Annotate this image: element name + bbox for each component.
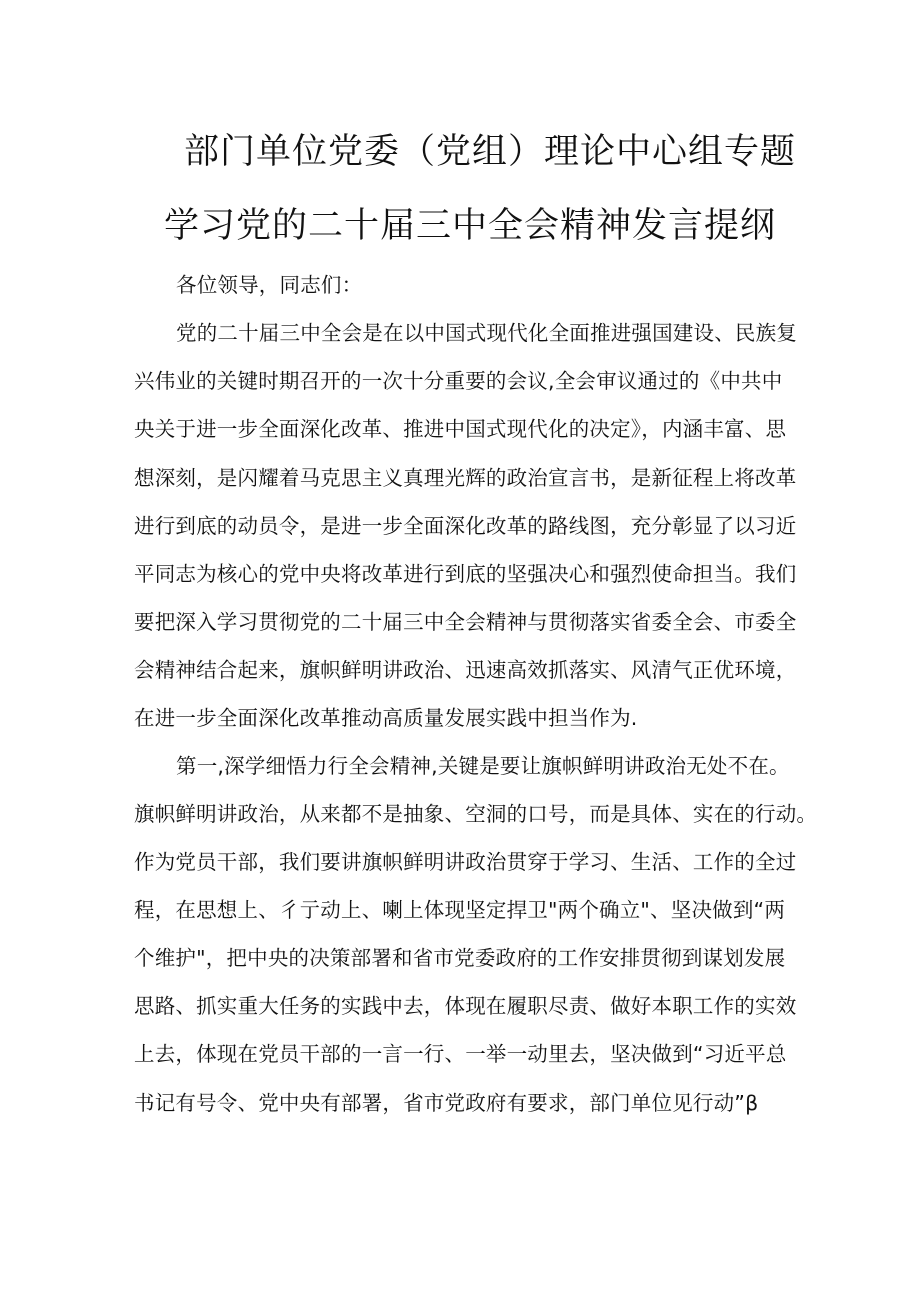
paragraph2-line: 程，在思想上、彳亍动上、喇上体现坚定捍卫"两个确立"、坚决做到“两 bbox=[134, 898, 786, 922]
greeting: 各位领导，同志们： bbox=[176, 273, 363, 297]
paragraph1-line: 兴伟业的关键时期召开的一次十分重要的会议,全会审议通过的《中共中 bbox=[134, 369, 783, 393]
paragraph2-line: 第一,深学细悟力行全会精神,关键是要让旗帜鲜明讲政治无处不在。 bbox=[176, 754, 790, 778]
paragraph2-line: 旗帜鲜明讲政治，从来都不是抽象、空洞的口号，而是具体、实在的行动。 bbox=[134, 802, 818, 826]
document-title-line-1: 部门单位党委（党组）理论中心组专题 bbox=[184, 132, 797, 172]
paragraph1-line: 党的二十届三中全会是在以中国式现代化全面推进强国建设、民族复 bbox=[176, 321, 797, 345]
paragraph1-line: 想深刻，是闪耀着马克思主义真理光辉的政治宣言书，是新征程上将改革 bbox=[134, 466, 797, 490]
paragraph2-line: 思路、抓实重大任务的实践中去，体现在履职尽责、做好本职工作的实效 bbox=[134, 994, 797, 1018]
paragraph1-line: 要把深入学习贯彻党的二十届三中全会精神与贯彻落实省委全会、市委全 bbox=[134, 610, 797, 634]
paragraph2-line: 作为党员干部，我们要讲旗帜鲜明讲政治贯穿于学习、生活、工作的全过 bbox=[134, 850, 797, 874]
paragraph1-line: 进行到底的动员令，是进一步全面深化改革的路线图，充分彰显了以习近 bbox=[134, 514, 797, 538]
paragraph1-line: 会精神结合起来，旗帜鲜明讲政治、迅速高效抓落实、风清气正优环境， bbox=[134, 658, 797, 682]
paragraph1-line: 在进一步全面深化改革推动高质量发展实践中担当作为. bbox=[134, 706, 638, 730]
paragraph2-line: 上去，体现在党员干部的一言一行、一举一动里去，坚决做到“习近平总 bbox=[134, 1042, 787, 1066]
document-title-line-2: 学习党的二十届三中全会精神发言提纲 bbox=[164, 206, 777, 246]
paragraph2-line: 书记有号令、党中央有部署，省市党政府有要求，部门单位见行动”β bbox=[134, 1091, 759, 1115]
paragraph1-line: 平同志为核心的党中央将改革进行到底的坚强决心和强烈使命担当。我们 bbox=[134, 562, 797, 586]
paragraph2-line: 个维护"，把中央的决策部署和省市党委政府的工作安排贯彻到谋划发展 bbox=[134, 946, 786, 970]
paragraph1-line: 央关于进一步全面深化改革、推进中国式现代化的决定》，内涵丰富、思 bbox=[134, 417, 787, 441]
